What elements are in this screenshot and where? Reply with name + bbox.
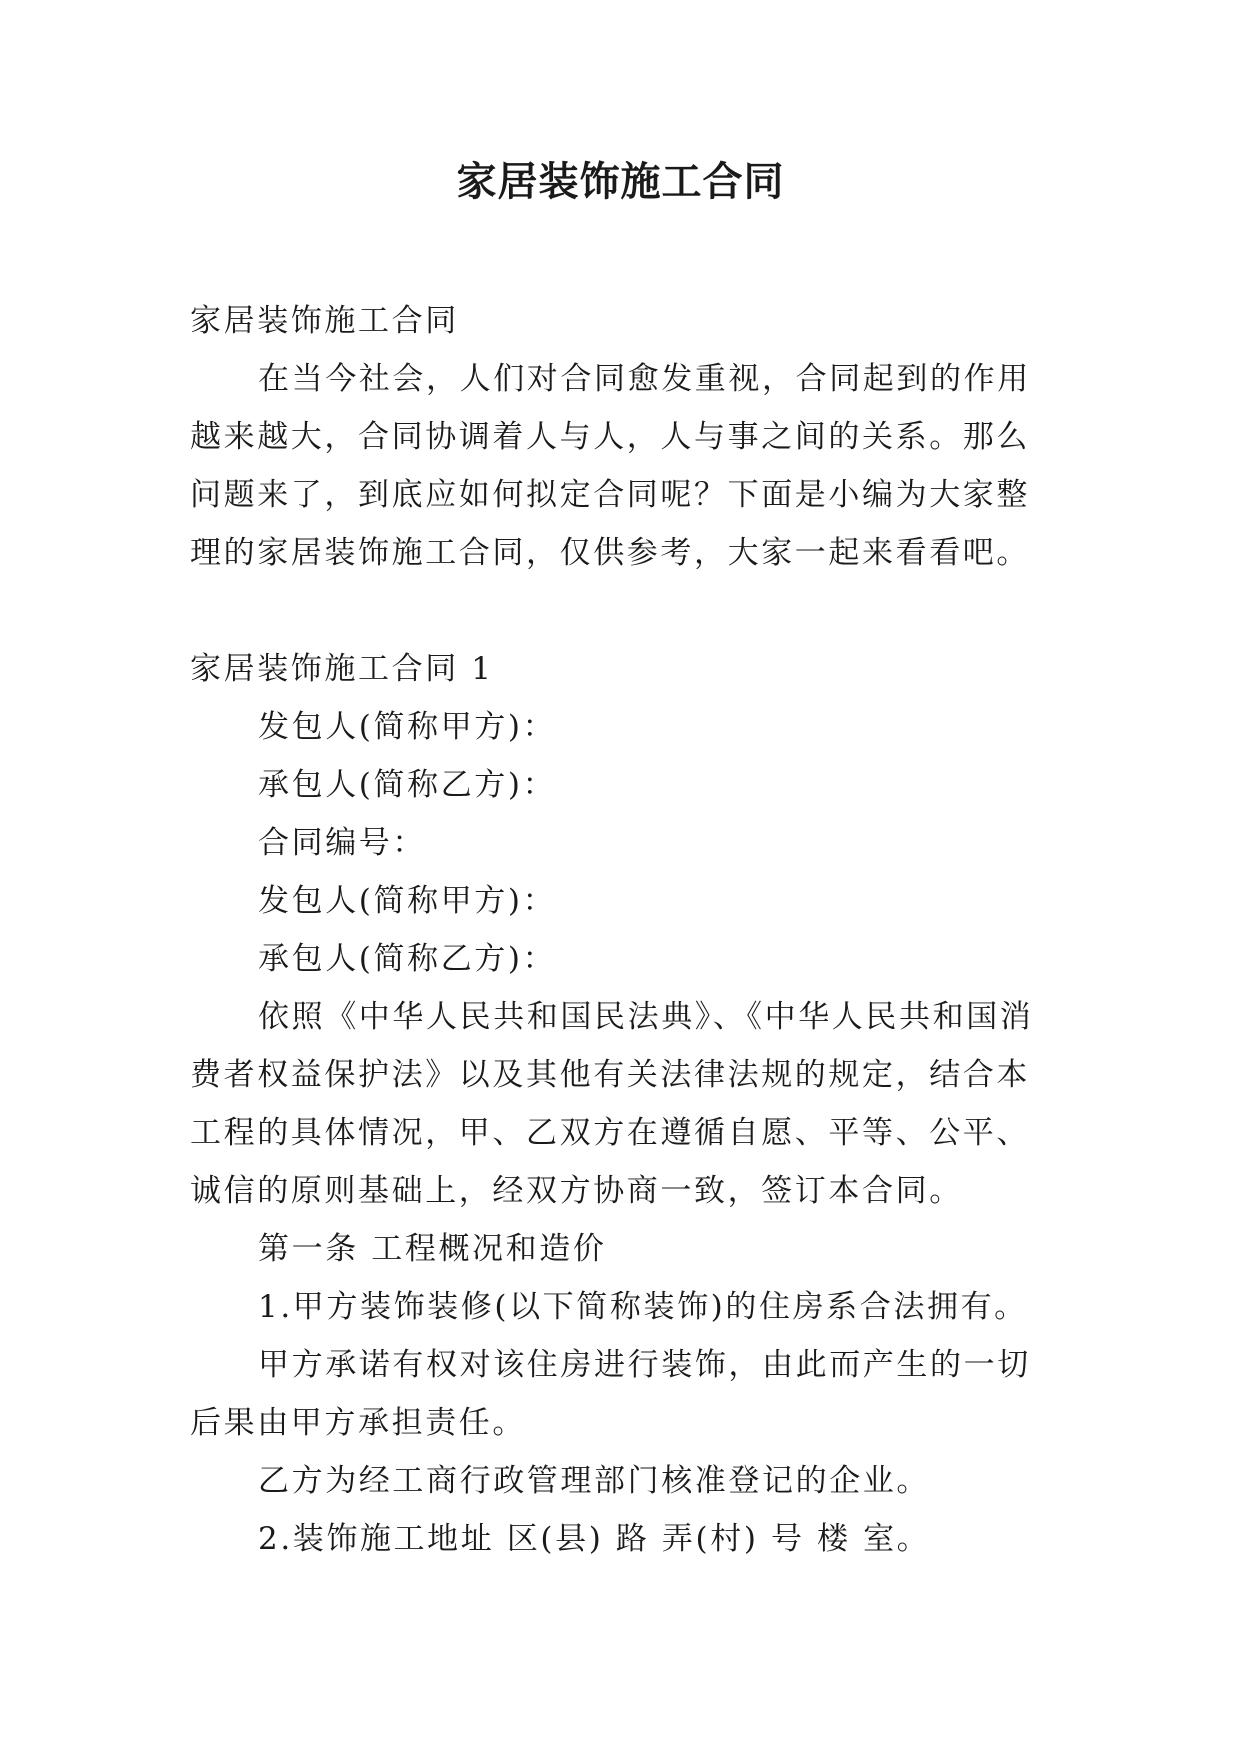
party-b-line: 承包人(简称乙方)： <box>258 941 557 977</box>
party-b-line: 承包人(简称乙方)： <box>258 767 557 803</box>
document-subtitle: 家居装饰施工合同 <box>190 303 459 339</box>
section-heading: 家居装饰施工合同 1 <box>190 651 494 687</box>
paragraph-spacer <box>190 582 1060 640</box>
preamble-paragraph: 依照《中华人民共和国民法典》、《中华人民共和国消费者权益保护法》以及其他有关法律法规的规定，结合本工程的具体情况，甲、乙双方在遵循自愿、平等、公平、诚信的原则基础上，经双方协商一致，签订本合同。 <box>190 999 1034 1209</box>
party-a-line: 发包人(简称甲方)： <box>258 709 557 745</box>
article-heading: 第一条 工程概况和造价 <box>258 1231 607 1267</box>
party-a-line: 发包人(简称甲方)： <box>258 883 557 919</box>
clause-paragraph: 甲方承诺有权对该住房进行装饰，由此而产生的一切后果由甲方承担责任。 <box>190 1347 1031 1441</box>
document-title: 家居装饰施工合同 <box>456 158 785 205</box>
intro-paragraph: 在当今社会，人们对合同愈发重视，合同起到的作用越来越大，合同协调着人与人，人与事之间的关系。那么问题来了，到底应如何拟定合同呢？下面是小编为大家整理的家居装饰施工合同，仅供参考，大家一起来看看吧。 <box>190 361 1031 571</box>
document-body <box>190 292 1060 1568</box>
contract-number-line: 合同编号： <box>258 825 426 861</box>
clause-item: 2.装饰施工地址 区(县) 路 弄(村) 号 楼 室。 <box>258 1521 931 1557</box>
clause-item: 1.甲方装饰装修(以下简称装饰)的住房系合法拥有。 <box>258 1289 1028 1325</box>
clause-paragraph: 乙方为经工商行政管理部门核准登记的企业。 <box>258 1463 930 1499</box>
